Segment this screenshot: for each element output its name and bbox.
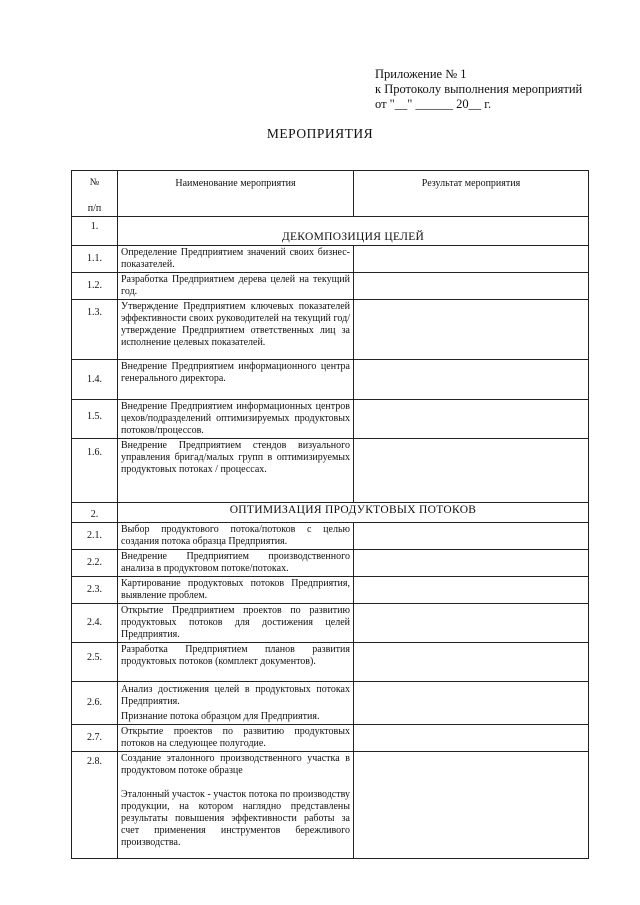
row-number: 2.5. — [72, 643, 118, 682]
appendix-reference: к Протоколу выполнения мероприятий — [375, 82, 583, 96]
row-result-cell — [354, 604, 589, 643]
row-activity-name: Выбор продуктового потока/потоков с целью создания потока образца Предприятия. — [118, 523, 354, 550]
row-number: 2.8. — [72, 752, 118, 859]
row-number: 1.1. — [72, 246, 118, 273]
row-activity-text: Анализ достижения целей в продуктовых потоках Предприятия. — [121, 684, 350, 707]
row-number: 2.7. — [72, 725, 118, 752]
table-row — [72, 643, 589, 682]
row-result-cell — [354, 577, 589, 604]
table-row — [72, 273, 589, 300]
row-activity-name: Определение Предприятием значений своих бизнес-показателей. — [118, 246, 354, 273]
row-result-cell — [354, 300, 589, 360]
table-row — [72, 360, 589, 400]
appendix-number: Приложение № 1 — [375, 67, 467, 81]
table-row — [72, 752, 589, 859]
row-number: 1.4. — [72, 360, 118, 400]
row-activity-name: Утверждение Предприятием ключевых показателей эффективности своих руководителей на текущий год/утверждение Предприятием ответственных лиц за исполнение целевых показателей. — [118, 300, 354, 360]
row-activity-name: Разработка Предприятием дерева целей на текущий год. — [118, 273, 354, 300]
table-row — [72, 400, 589, 439]
table-row — [72, 439, 589, 503]
row-activity-name — [118, 682, 354, 725]
row-result-cell — [354, 246, 589, 273]
appendix-header — [375, 67, 582, 112]
column-header-name: Наименование мероприятия — [118, 171, 354, 217]
section-row — [72, 503, 589, 523]
table-row — [72, 300, 589, 360]
row-result-cell — [354, 360, 589, 400]
row-number: 2.4. — [72, 604, 118, 643]
row-activity-text: Создание эталонного производственного участка в продуктовом потоке образце — [121, 753, 350, 776]
row-number: 2.3. — [72, 577, 118, 604]
row-result-cell — [354, 400, 589, 439]
appendix-date: от "__" ______ 20__ г. — [375, 97, 492, 111]
row-result-cell — [354, 643, 589, 682]
section-number: 1. — [72, 217, 118, 246]
row-activity-name: Внедрение Предприятием производственного анализа в продуктовом потоке/потоках. — [118, 550, 354, 577]
column-header-result: Результат мероприятия — [354, 171, 589, 217]
section-row — [72, 217, 589, 246]
table-row — [72, 604, 589, 643]
row-activity-name: Картирование продуктовых потоков Предприятия, выявление проблем. — [118, 577, 354, 604]
table-header-row — [72, 171, 589, 217]
row-activity-name — [118, 752, 354, 859]
row-activity-name: Внедрение Предприятием информационных центров цехов/подразделений оптимизируемых продуктовых потоков/процессов. — [118, 400, 354, 439]
column-header-number-abbrev: п/п — [87, 203, 102, 214]
row-activity-name: Открытие проектов по развитию продуктовых потоков на следующее полугодие. — [118, 725, 354, 752]
table-row — [72, 725, 589, 752]
row-number: 2.2. — [72, 550, 118, 577]
document-title: МЕРОПРИЯТИЯ — [266, 126, 374, 141]
table-row — [72, 577, 589, 604]
row-result-cell — [354, 439, 589, 503]
paragraph-gap — [121, 777, 350, 789]
events-table — [71, 170, 589, 859]
table-row — [72, 682, 589, 725]
row-activity-name: Внедрение Предприятием информационного центра генерального директора. — [118, 360, 354, 400]
column-header-number — [72, 171, 118, 217]
row-activity-name: Открытие Предприятием проектов по развитию продуктовых потоков для достижения целей Предприятия. — [118, 604, 354, 643]
row-activity-name: Внедрение Предприятием стендов визуального управления бригад/малых групп в оптимизируемых продуктовых потоках / процессах. — [118, 439, 354, 503]
section-title: ОПТИМИЗАЦИЯ ПРОДУКТОВЫХ ПОТОКОВ — [118, 503, 589, 523]
row-number: 2.1. — [72, 523, 118, 550]
row-number: 1.5. — [72, 400, 118, 439]
section-number: 2. — [72, 503, 118, 523]
table-row — [72, 246, 589, 273]
table-row — [72, 523, 589, 550]
row-number: 2.6. — [72, 682, 118, 725]
row-result-cell — [354, 752, 589, 859]
row-result-cell — [354, 523, 589, 550]
row-result-cell — [354, 273, 589, 300]
row-number: 1.6. — [72, 439, 118, 503]
row-result-cell — [354, 725, 589, 752]
row-result-cell — [354, 682, 589, 725]
row-activity-text-extra: Признание потока образцом для Предприятия. — [121, 711, 320, 722]
row-activity-text-extra: Эталонный участок - участок потока по производству продукции, на котором наглядно представлены результаты повышения эффективности работы за счет применения инструментов бережливого производства. — [121, 789, 350, 848]
row-number: 1.3. — [72, 300, 118, 360]
table-row — [72, 550, 589, 577]
row-result-cell — [354, 550, 589, 577]
row-number: 1.2. — [72, 273, 118, 300]
section-title: ДЕКОМПОЗИЦИЯ ЦЕЛЕЙ — [118, 217, 589, 246]
column-header-number-symbol: № — [89, 177, 100, 188]
row-activity-name: Разработка Предприятием планов развития продуктовых потоков (комплект документов). — [118, 643, 354, 682]
